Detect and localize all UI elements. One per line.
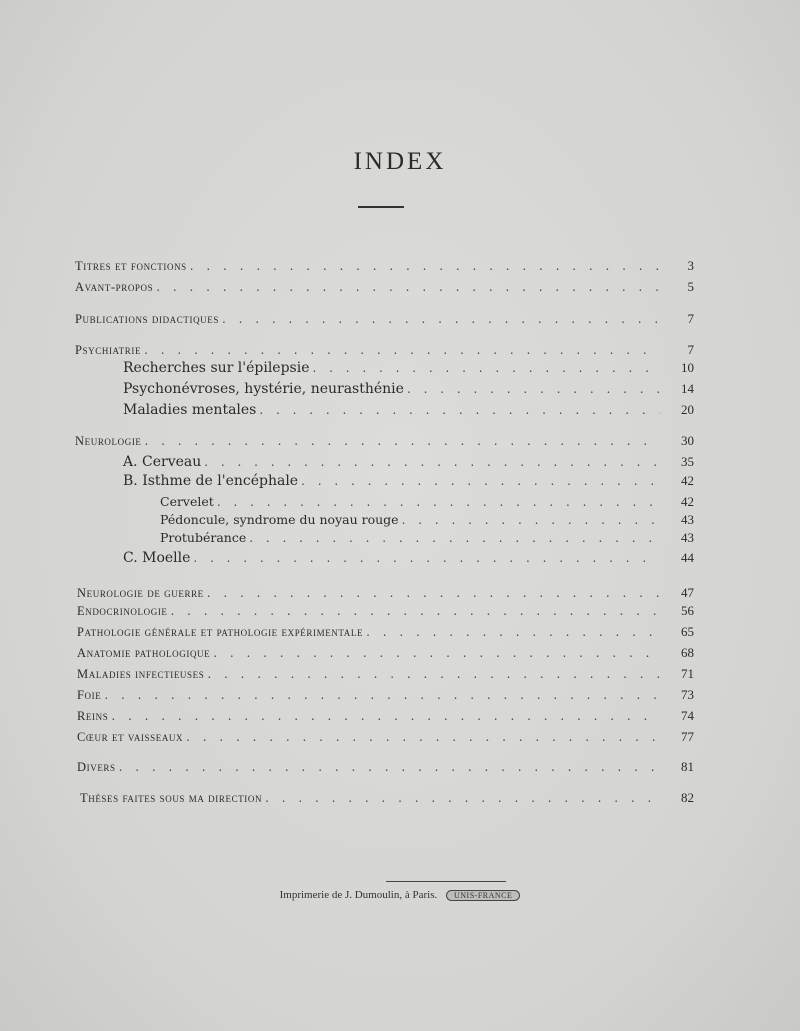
- toc-leader: [313, 361, 660, 375]
- toc-entry: [0, 402, 800, 422]
- toc-leader: [217, 495, 660, 509]
- toc-entry-label: Endocrinologie: [77, 604, 168, 618]
- toc-entry: [0, 790, 800, 810]
- toc-entry-label: Cervelet: [160, 494, 214, 509]
- toc-entry: [0, 550, 800, 570]
- toc-entry-label: Psychonévroses, hystérie, neurasthénie: [123, 381, 404, 397]
- toc-entry: [0, 759, 800, 779]
- toc-leader: [190, 259, 660, 273]
- toc-entry-page: 42: [681, 473, 694, 488]
- toc-leader: [213, 646, 660, 660]
- toc-leader: [207, 586, 660, 600]
- toc-entry-page: 65: [681, 624, 694, 639]
- toc-entry-label: Neurologie: [75, 434, 142, 448]
- toc-entry-page: 20: [681, 402, 694, 417]
- toc-entry-label: Divers: [77, 760, 116, 774]
- toc-entry-label: Protubérance: [160, 530, 247, 545]
- toc-entry: [0, 454, 800, 474]
- page-title: INDEX: [353, 148, 447, 175]
- toc-entry-label: Maladies mentales: [123, 402, 257, 418]
- toc-entry-page: 82: [681, 790, 694, 805]
- toc-leader: [407, 382, 660, 396]
- toc-entry-label: Titres et fonctions: [75, 259, 187, 273]
- toc-entry: [0, 311, 800, 331]
- toc-entry-page: 5: [687, 279, 694, 294]
- toc-leader: [265, 791, 660, 805]
- toc-entry-label: Anatomie pathologique: [77, 646, 211, 660]
- toc-entry-label: B. Isthme de l'encéphale: [123, 473, 299, 489]
- toc-entry-label: Recherches sur l'épilepsie: [123, 360, 310, 376]
- toc-leader: [204, 455, 660, 469]
- toc-entry: [0, 512, 800, 532]
- toc-entry: [0, 360, 800, 380]
- toc-leader: [193, 551, 660, 565]
- toc-entry: [0, 624, 800, 644]
- toc-entry-label: C. Moelle: [123, 550, 191, 566]
- toc-entry-page: 42: [681, 494, 694, 509]
- toc-leader: [144, 343, 660, 357]
- toc-entry-page: 73: [681, 687, 694, 702]
- toc-entry-label: Neurologie de guerre: [77, 586, 204, 600]
- toc-entry: [0, 729, 800, 749]
- toc-entry-page: 56: [681, 603, 694, 618]
- toc-leader: [111, 709, 660, 723]
- toc-leader: [171, 604, 660, 618]
- toc-entry: [0, 585, 800, 605]
- toc-leader: [249, 531, 660, 545]
- toc-entry-label: Psychiatrie: [75, 343, 142, 357]
- toc-leader: [259, 403, 660, 417]
- toc-entry: [0, 666, 800, 686]
- toc-leader: [104, 688, 660, 702]
- toc-entry-page: 74: [681, 708, 694, 723]
- toc-entry: [0, 494, 800, 514]
- toc-entry-label: Cœur et vaisseaux: [77, 730, 184, 744]
- toc-entry-label: Pédoncule, syndrome du noyau rouge: [160, 512, 399, 527]
- toc-entry-page: 44: [681, 550, 694, 565]
- toc-leader: [366, 625, 660, 639]
- toc-entry-page: 77: [681, 729, 694, 744]
- toc-entry-page: 35: [681, 454, 694, 469]
- toc-entry-page: 10: [681, 360, 694, 375]
- toc-leader: [301, 474, 660, 488]
- toc-entry-page: 14: [681, 381, 694, 396]
- toc-entry-page: 81: [681, 759, 694, 774]
- toc-leader: [156, 280, 660, 294]
- toc-entry-label: Thèses faites sous ma direction: [80, 791, 263, 805]
- toc-entry: [0, 258, 800, 278]
- toc-entry-label: Reins: [77, 709, 109, 723]
- toc-entry: [0, 433, 800, 453]
- printer-imprint: [0, 889, 800, 901]
- toc-entry-page: 71: [681, 666, 694, 681]
- toc-entry-page: 7: [687, 311, 694, 326]
- toc-entry-page: 47: [681, 585, 694, 600]
- toc-entry: [0, 645, 800, 665]
- toc-leader: [186, 730, 660, 744]
- toc-entry-label: Publications didactiques: [75, 312, 219, 326]
- toc-entry-page: 30: [681, 433, 694, 448]
- toc-leader: [119, 760, 660, 774]
- toc-entry: [0, 279, 800, 299]
- toc-entry: [0, 687, 800, 707]
- toc-entry-page: 68: [681, 645, 694, 660]
- toc-leader: [402, 513, 660, 527]
- toc-entry-label: Pathologie générale et pathologie expérimentale: [77, 625, 364, 639]
- union-stamp: UNIS-FRANCE: [446, 890, 520, 901]
- toc-entry: [0, 603, 800, 623]
- toc-leader: [145, 434, 660, 448]
- toc-entry: [0, 530, 800, 550]
- footer-rule: [386, 881, 506, 882]
- toc-leader: [222, 312, 660, 326]
- toc-entry-page: 43: [681, 512, 694, 527]
- toc-entry-page: 7: [687, 342, 694, 357]
- toc-leader: [207, 667, 660, 681]
- toc-entry: [0, 473, 800, 493]
- toc-entry: [0, 381, 800, 401]
- toc-entry-page: 3: [687, 258, 694, 273]
- toc-entry: [0, 342, 800, 362]
- toc-entry-label: A. Cerveau: [123, 454, 202, 470]
- toc-entry-label: Avant-propos: [75, 280, 154, 294]
- printer-text: Imprimerie de J. Dumoulin, à Paris.: [279, 889, 438, 901]
- toc-entry-label: Maladies infectieuses: [77, 667, 205, 681]
- toc-entry: [0, 708, 800, 728]
- toc-entry-page: 43: [681, 530, 694, 545]
- toc-entry-label: Foie: [77, 688, 102, 702]
